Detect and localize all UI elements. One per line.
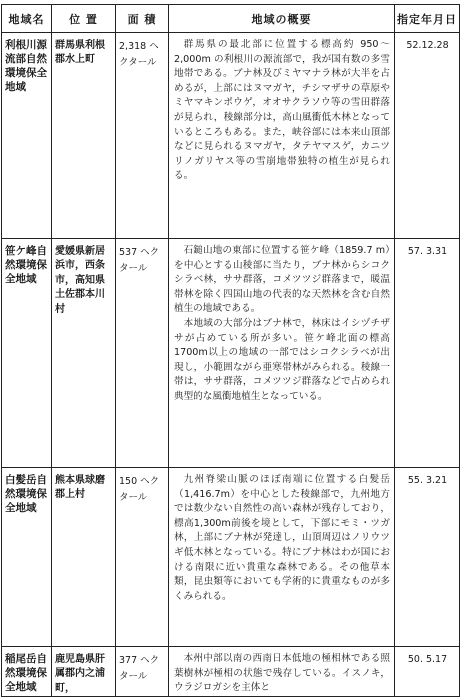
area-size: 2,318 ヘクタール <box>119 41 159 68</box>
header-description: 地域の概要 <box>169 5 395 33</box>
area-name: 白髪岳自然環境保全地域 <box>5 474 47 514</box>
table-row <box>2 468 460 647</box>
table-row <box>2 33 460 239</box>
designation-date: 55. 3.21 <box>407 475 448 486</box>
header-area-name: 地域名 <box>2 5 52 33</box>
area-location: 鹿児島県肝属郡内之浦町， <box>55 654 105 694</box>
description-paragraph: 群馬県の最北部に位置する標高約 950～2,000m の利根川の源流部で，我が国有数の多雪地帯である。ブナ林及びミヤマナラ林が大半を占めるが，上部にはヌマガヤ，チシマザサの草原やミヤマキンポウゲ，オオサクラソウ等の雪田群落が見られ，稜線部分は，高山風衝低木林となっているところもある。また，峡谷部には本来山頂部などに見られるヌマガヤ，タテヤマスゲ，カニツリノガリヤス等の雪崩地帯独特の植生が見られる。 <box>174 39 390 182</box>
designation-date: 57. 3.31 <box>407 246 448 257</box>
header-designation-date: 指定年月日 <box>395 5 460 33</box>
table-header-row <box>2 5 460 33</box>
description-paragraph: 本地域の大部分はブナ林で，林床はイシヅチザサが占めている所が多い。笹ケ峰北面の標高1700m以上の地域の一部ではシコクシラベが出現し，小範囲ながら亜寒帯林がみられる。稜線一帯は，ササ群落，コメツツジ群落などで占められ典型的な風衝地植生となっている。 <box>174 317 390 402</box>
description-paragraph: 石鎚山地の東部に位置する笹ケ峰（1859.7 m）を中心とする山稜部に当たり，ブナ林からシコクシラベ林，ササ群落，コメツツジ群落まで，暖温帯林を除く四国山地の代表的な天然林を含む自然植生の地域である。 <box>174 245 390 315</box>
area-name: 利根川源流部自然環境保全地域 <box>5 39 47 93</box>
area-size: 537 ヘクタール <box>119 247 160 274</box>
area-description <box>169 647 394 696</box>
designation-date: 52.12.28 <box>406 40 449 51</box>
area-description <box>169 468 394 604</box>
area-location: 群馬県利根郡水上町 <box>55 40 105 66</box>
header-area-size: 面 積 <box>116 5 169 33</box>
area-size: 377 ヘクタール <box>119 655 160 682</box>
area-location: 熊本県球磨郡上村 <box>55 475 105 501</box>
area-description <box>169 33 394 184</box>
area-size: 150 ヘクタール <box>119 476 160 503</box>
description-paragraph: 本州中部以南の西南日本低地の極相林である照葉樹林が極相の状態で残存している。イスノキ，ウラジロガシを主体と <box>174 653 390 694</box>
nature-conservation-area-table <box>1 4 460 697</box>
area-location: 愛媛県新居浜市，西条市，高知県土佐郡本川村 <box>55 246 105 315</box>
header-location: 位 置 <box>52 5 116 33</box>
description-paragraph: 九州脊梁山脈のほぼ南端に位置する白髪岳（1,416.7m）を中心とした稜線部で，九州地方では数少ない自然性の高い森林が残存しており，標高1,300m前後を境として，下部にモミ・ツガ林，上部にブナ林が発達し，山頂周辺はノリウツギ低木林となっている。特にブナ林はわが国における南限に近い貴重な森林である。その他草本類，昆虫類等においても学術的に貴重なものが多くみられる。 <box>174 474 390 602</box>
area-name: 稲尾岳自然環境保全地域 <box>5 653 47 693</box>
table-row <box>2 647 460 697</box>
designation-date: 50. 5.17 <box>407 654 448 665</box>
area-name: 笹ケ峰自然環境保全地域 <box>5 245 47 285</box>
table-row <box>2 239 460 468</box>
area-description <box>169 239 394 405</box>
